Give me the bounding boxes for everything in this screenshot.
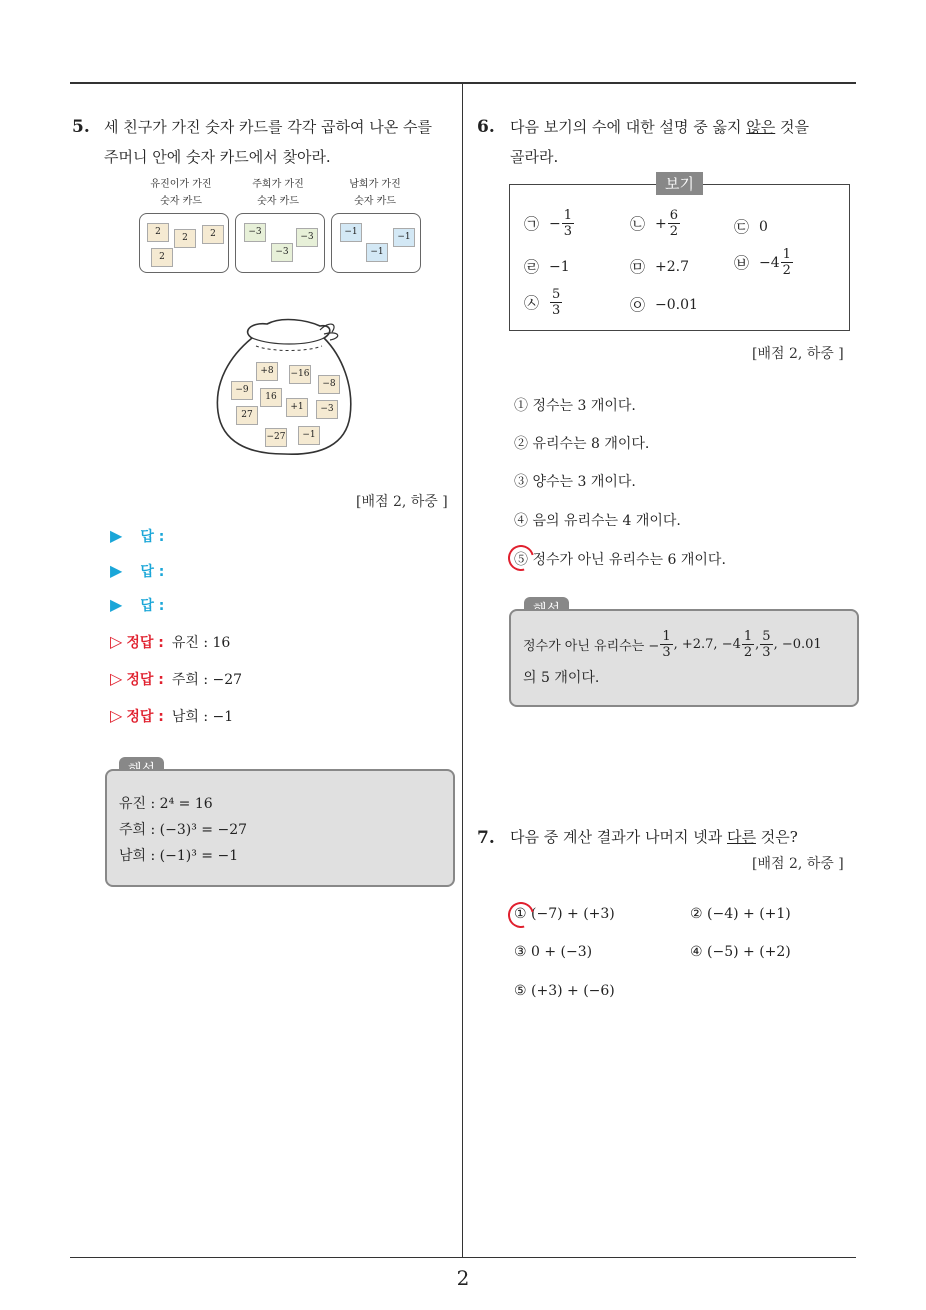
q7-choice-1[interactable]: ① (−7) + (+3) bbox=[514, 906, 615, 922]
item-label: ㉤ bbox=[630, 258, 646, 276]
item-label: ㉡ bbox=[630, 215, 646, 233]
numerator: 5 bbox=[762, 629, 771, 644]
bogi-item-b bbox=[630, 208, 681, 239]
denominator: 3 bbox=[563, 224, 573, 239]
bag-card: −16 bbox=[289, 365, 311, 384]
outline-triangle-icon: ▷ bbox=[110, 706, 123, 725]
q5-group1-box bbox=[139, 213, 229, 273]
q5-explanation-box bbox=[105, 769, 455, 887]
caption-line: 숫자 카드 bbox=[160, 196, 202, 207]
bogi-tag: 보기 bbox=[656, 172, 703, 195]
number-card: 2 bbox=[147, 223, 169, 242]
numerator: 1 bbox=[743, 629, 753, 644]
top-rule bbox=[70, 82, 856, 84]
text-part: , bbox=[755, 637, 760, 652]
number-card: −3 bbox=[271, 243, 293, 262]
caption-line: 주희가 가진 bbox=[252, 179, 304, 190]
q5-group1-caption bbox=[136, 176, 226, 210]
q5-group2-box bbox=[235, 213, 325, 273]
bag-card: −8 bbox=[318, 375, 340, 394]
q5-group2-caption bbox=[233, 176, 323, 210]
q6-number: 6. bbox=[477, 117, 495, 137]
explanation-line bbox=[523, 629, 822, 660]
bogi-item-g bbox=[524, 287, 563, 318]
outline-triangle-icon: ▷ bbox=[110, 632, 123, 651]
number-card: −1 bbox=[366, 243, 388, 262]
page-number: 2 bbox=[456, 1266, 470, 1290]
bag-card: 16 bbox=[260, 388, 282, 407]
bogi-item-d bbox=[524, 256, 570, 277]
denominator: 3 bbox=[662, 645, 671, 660]
q5-correct-row bbox=[110, 669, 242, 689]
denominator: 2 bbox=[669, 224, 679, 239]
text-part: 정수가 아닌 유리수는 − bbox=[523, 639, 660, 654]
q7-choice-4[interactable]: ④ (−5) + (+2) bbox=[690, 944, 791, 960]
q6-choice-3[interactable]: ③ 양수는 3 개이다. bbox=[514, 474, 636, 490]
text-part: 것을 bbox=[775, 118, 809, 136]
q6-text-line1 bbox=[510, 112, 809, 142]
q7-choice-5[interactable]: ⑤ (+3) + (−6) bbox=[514, 983, 615, 999]
number-card: −1 bbox=[393, 228, 415, 247]
item-label: ㉥ bbox=[734, 254, 750, 272]
q5-group3-caption bbox=[330, 176, 420, 210]
correct-label: 정답 : bbox=[126, 709, 164, 725]
q5-text-line2: 주머니 안에 숫자 카드에서 찾아라. bbox=[104, 148, 331, 166]
explanation-line: 주희 : (−3)³ = −27 bbox=[119, 822, 248, 838]
fraction bbox=[781, 247, 793, 278]
number-card: −1 bbox=[340, 223, 362, 242]
denominator: 3 bbox=[552, 303, 561, 318]
item-label: ㉦ bbox=[524, 294, 540, 312]
fraction bbox=[742, 629, 754, 660]
correct-value: 유진 : 16 bbox=[171, 635, 231, 651]
q5-score: [배점 2, 하중 ] bbox=[356, 494, 448, 510]
denominator: 2 bbox=[782, 263, 791, 278]
answer-label: 답 : bbox=[140, 564, 165, 580]
caption-line: 숫자 카드 bbox=[354, 196, 396, 207]
item-label: ㉧ bbox=[630, 296, 646, 314]
item-label: ㉣ bbox=[524, 258, 540, 276]
correct-label: 정답 : bbox=[126, 672, 164, 688]
q6-explanation-box bbox=[509, 609, 859, 707]
play-triangle-icon: ▶ bbox=[110, 561, 123, 580]
correct-value: 주희 : −27 bbox=[171, 672, 243, 688]
caption-line: 숫자 카드 bbox=[257, 196, 299, 207]
numerator: 6 bbox=[669, 208, 679, 223]
bag-card: +1 bbox=[286, 398, 308, 417]
explanation-line: 의 5 개이다. bbox=[523, 670, 600, 686]
bogi-item-h bbox=[630, 294, 698, 315]
whole: −4 bbox=[759, 254, 780, 271]
outline-triangle-icon: ▷ bbox=[110, 669, 123, 688]
denominator: 3 bbox=[762, 645, 771, 660]
item-label: ㉢ bbox=[734, 218, 750, 236]
bag-card: −27 bbox=[265, 428, 287, 447]
fraction bbox=[550, 287, 562, 318]
numerator: 1 bbox=[782, 247, 791, 262]
value: +2.7 bbox=[655, 258, 690, 275]
q5-answer-row bbox=[110, 561, 164, 581]
answer-mark-circle bbox=[503, 897, 539, 933]
column-divider bbox=[462, 84, 463, 1257]
value: −0.01 bbox=[655, 296, 698, 313]
q7-choice-2[interactable]: ② (−4) + (+1) bbox=[690, 906, 791, 922]
q6-choice-1[interactable]: ① 정수는 3 개이다. bbox=[514, 398, 636, 414]
text-part: 다음 보기의 수에 대한 설명 중 옳지 bbox=[510, 118, 747, 136]
bag-card: +8 bbox=[256, 362, 278, 381]
q6-choice-4[interactable]: ④ 음의 유리수는 4 개이다. bbox=[514, 513, 681, 529]
number-card: 2 bbox=[151, 248, 173, 267]
underlined-text: 않은 bbox=[746, 118, 776, 136]
number-card: 2 bbox=[202, 225, 224, 244]
bogi-item-f bbox=[734, 247, 794, 278]
answer-label: 답 : bbox=[140, 598, 165, 614]
explanation-line: 유진 : 2⁴ = 16 bbox=[119, 796, 213, 812]
sign: − bbox=[549, 215, 561, 232]
numerator: 5 bbox=[552, 287, 561, 302]
play-triangle-icon: ▶ bbox=[110, 595, 123, 614]
q5-answer-row bbox=[110, 526, 164, 546]
value: 0 bbox=[759, 218, 768, 235]
caption-line: 남희가 가진 bbox=[349, 179, 401, 190]
q6-choice-2[interactable]: ② 유리수는 8 개이다. bbox=[514, 436, 650, 452]
bag-card: −1 bbox=[298, 426, 320, 445]
numerator: 1 bbox=[563, 208, 573, 223]
number-card: −3 bbox=[244, 223, 266, 242]
correct-label: 정답 : bbox=[126, 635, 164, 651]
bogi-item-a bbox=[524, 208, 575, 239]
text-part: , +2.7, −4 bbox=[673, 637, 741, 652]
fraction bbox=[660, 629, 672, 660]
q5-answer-row bbox=[110, 595, 164, 615]
fraction bbox=[668, 208, 680, 239]
numerator: 1 bbox=[662, 629, 671, 644]
value: −1 bbox=[549, 258, 570, 275]
bogi-item-e bbox=[630, 256, 689, 277]
q5-correct-row bbox=[110, 706, 233, 726]
bag-card: −9 bbox=[231, 381, 253, 400]
q7-number: 7. bbox=[477, 828, 495, 848]
denominator: 2 bbox=[743, 645, 753, 660]
bag-card: −3 bbox=[316, 400, 338, 419]
explanation-line: 남희 : (−1)³ = −1 bbox=[119, 848, 239, 864]
fraction bbox=[760, 629, 772, 660]
sign: + bbox=[655, 215, 667, 232]
play-triangle-icon: ▶ bbox=[110, 526, 123, 545]
bottom-rule bbox=[70, 1257, 856, 1258]
text-part: , −0.01 bbox=[773, 637, 822, 652]
q5-number: 5. bbox=[72, 117, 90, 137]
fraction bbox=[562, 208, 574, 239]
q5-text-line1: 세 친구가 가진 숫자 카드를 각각 곱하여 나온 수를 bbox=[104, 118, 432, 136]
q6-text-line2: 골라라. bbox=[510, 148, 559, 166]
caption-line: 유진이가 가진 bbox=[150, 179, 212, 190]
correct-value: 남희 : −1 bbox=[171, 709, 234, 725]
number-card: 2 bbox=[174, 229, 196, 248]
q5-correct-row bbox=[110, 632, 230, 652]
answer-mark-circle bbox=[503, 540, 539, 576]
q7-text bbox=[510, 822, 798, 852]
q7-choice-3[interactable]: ③ 0 + (−3) bbox=[514, 944, 593, 960]
text-part: 것은? bbox=[755, 828, 798, 846]
q6-choice-5[interactable]: ⑤ 정수가 아닌 유리수는 6 개이다. bbox=[514, 552, 726, 568]
bag-card: 27 bbox=[236, 406, 258, 425]
text-part: 다음 중 계산 결과가 나머지 넷과 bbox=[510, 828, 727, 846]
item-label: ㉠ bbox=[524, 215, 540, 233]
number-card: −3 bbox=[296, 228, 318, 247]
q6-score: [배점 2, 하중 ] bbox=[752, 346, 844, 362]
q7-score: [배점 2, 하중 ] bbox=[752, 856, 844, 872]
bogi-item-c bbox=[734, 216, 768, 237]
answer-label: 답 : bbox=[140, 529, 165, 545]
q5-group3-box bbox=[331, 213, 421, 273]
underlined-text: 다른 bbox=[726, 828, 756, 846]
